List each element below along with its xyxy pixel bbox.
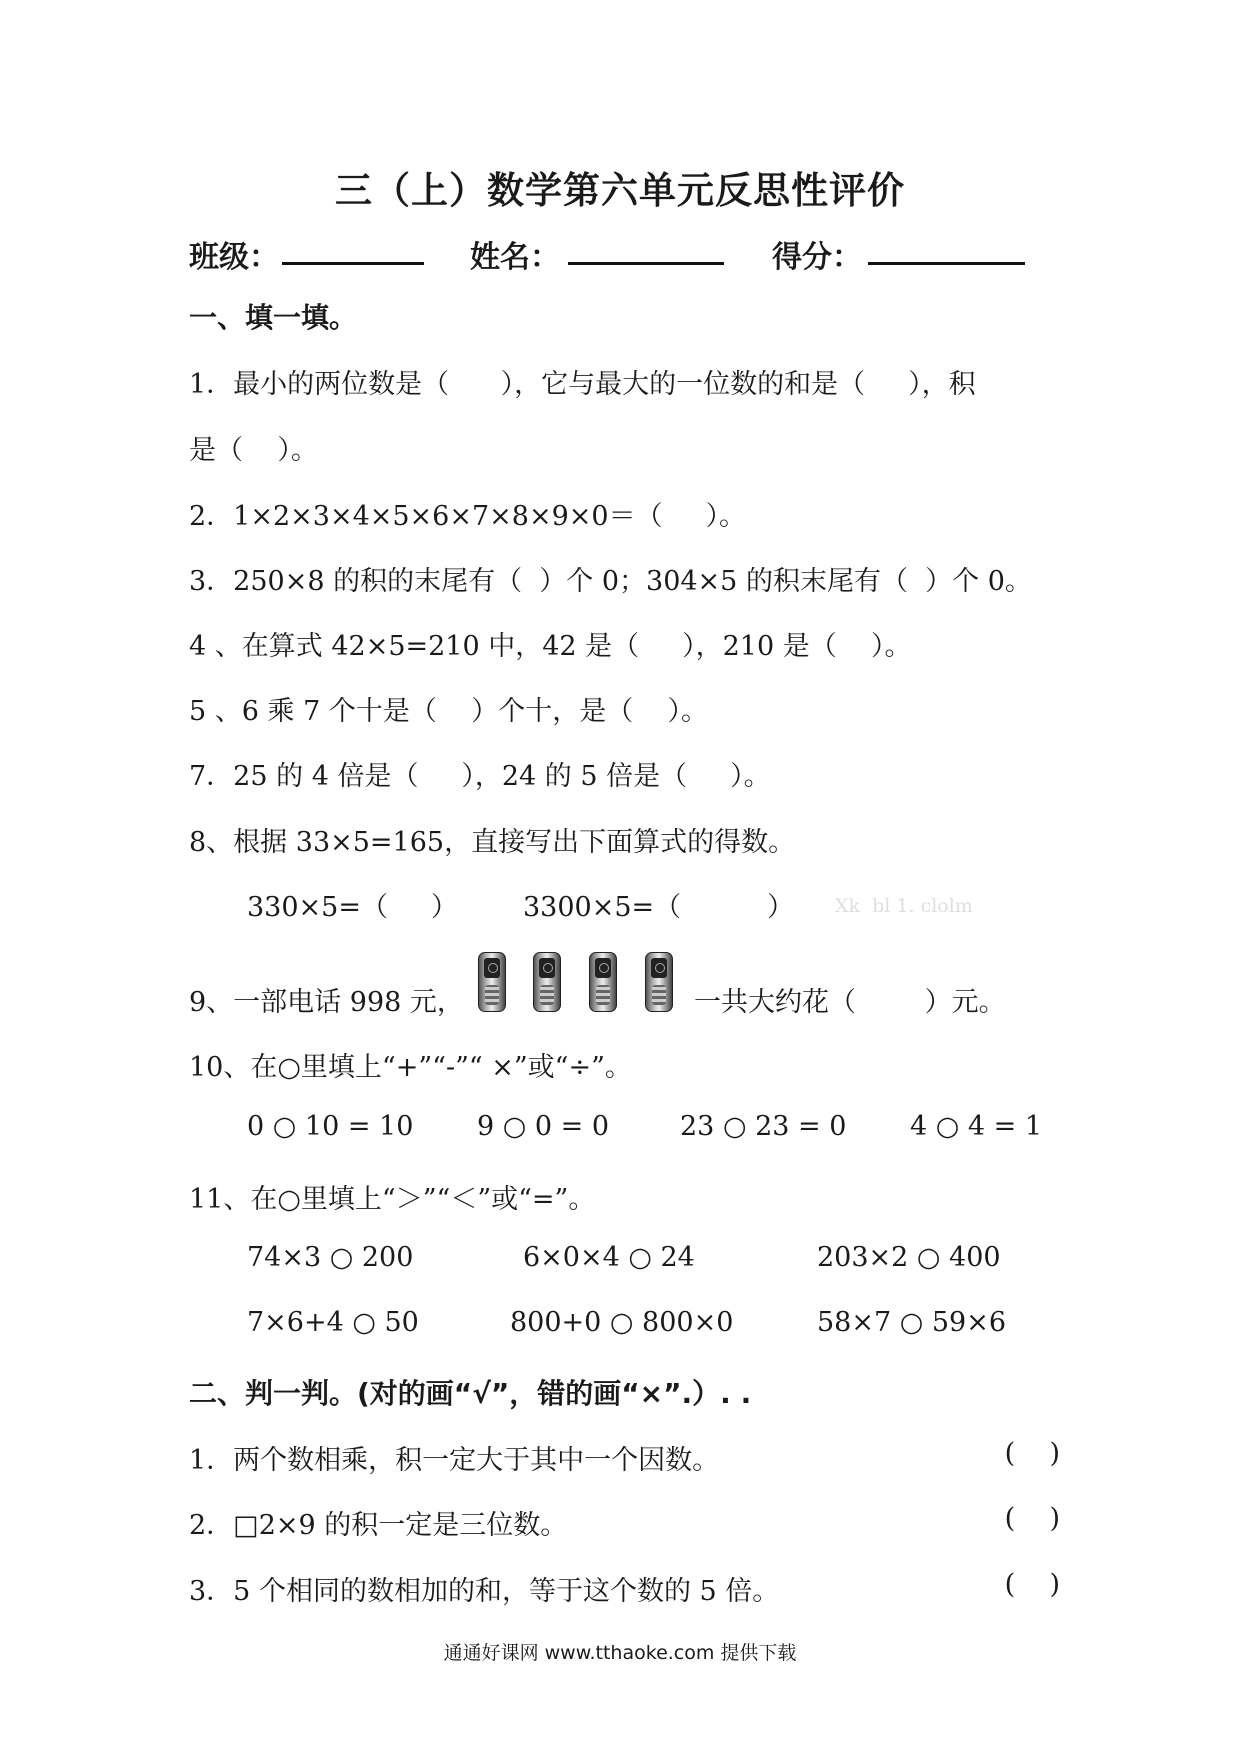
judge-item-2: 2．□2×9 的积一定是三位数。 — [189, 1510, 568, 1541]
question-11: 11、在○里填上“＞”“＜”或“=”。 — [189, 1184, 596, 1215]
q11-item-4: 7×6+4 ○ 50 — [247, 1307, 419, 1338]
q10-item-4: 4 ○ 4 = 1 — [910, 1111, 1043, 1142]
question-1a: 1．最小的两位数是（ ），它与最大的一位数的和是（ ），积 — [189, 369, 976, 400]
question-8: 8、根据 33×5=165，直接写出下面算式的得数。 — [189, 827, 796, 858]
name-label: 姓名： — [470, 240, 560, 275]
score-label: 得分： — [772, 240, 862, 275]
q10-item-1: 0 ○ 10 = 10 — [247, 1111, 414, 1142]
q8-item-1: 330×5=（ ） — [247, 892, 458, 923]
q11-item-6: 58×7 ○ 59×6 — [817, 1307, 1007, 1338]
q10-item-3: 23 ○ 23 = 0 — [680, 1111, 847, 1142]
question-9-right: 一共大约花（ ）元。 — [694, 987, 1006, 1018]
phone-icon — [533, 952, 561, 1012]
section1-heading: 一、填一填。 — [189, 301, 358, 334]
question-2: 2．1×2×3×4×5×6×7×8×9×0＝（ ）。 — [189, 501, 746, 532]
q11-item-2: 6×0×4 ○ 24 — [523, 1242, 695, 1273]
question-4: 4 、在算式 42×5=210 中，42 是（ ），210 是（ ）。 — [189, 631, 912, 662]
question-1b: 是（ ）。 — [189, 435, 318, 466]
q11-item-5: 800+0 ○ 800×0 — [510, 1307, 734, 1338]
judge-answer-3[interactable]: ( ) — [1004, 1569, 1060, 1600]
class-field[interactable] — [282, 262, 424, 265]
watermark-text: Xk bl 1. clolm — [835, 895, 973, 917]
class-label: 班级： — [189, 240, 279, 275]
phone-icon — [645, 952, 673, 1012]
section2-heading: 二、判一判。(对的画“√”，错的画“×”.）. . — [189, 1377, 752, 1410]
score-field[interactable] — [868, 262, 1025, 265]
q11-item-1: 74×3 ○ 200 — [247, 1242, 414, 1273]
footer-credit: 通通好课网 www.tthaoke.com 提供下载 — [443, 1642, 797, 1664]
page-title: 三（上）数学第六单元反思性评价 — [335, 169, 905, 212]
judge-item-3: 3．5 个相同的数相加的和，等于这个数的 5 倍。 — [189, 1576, 780, 1607]
question-3: 3．250×8 的积的末尾有（ ）个 0；304×5 的积末尾有（ ）个 0。 — [189, 566, 1032, 597]
question-10: 10、在○里填上“+”“-”“ ×”或“÷”。 — [189, 1052, 632, 1083]
name-field[interactable] — [568, 262, 724, 265]
judge-item-1: 1．两个数相乘，积一定大于其中一个因数。 — [189, 1445, 720, 1476]
q10-item-2: 9 ○ 0 = 0 — [477, 1111, 610, 1142]
q11-item-3: 203×2 ○ 400 — [817, 1242, 1001, 1273]
phone-icon — [589, 952, 617, 1012]
judge-answer-2[interactable]: ( ) — [1004, 1503, 1060, 1534]
question-9-left: 9、一部电话 998 元， — [189, 987, 464, 1018]
question-5: 5 、6 乘 7 个十是（ ）个十，是（ ）。 — [189, 696, 709, 727]
judge-answer-1[interactable]: ( ) — [1004, 1438, 1060, 1469]
question-7: 7．25 的 4 倍是（ ），24 的 5 倍是（ ）。 — [189, 761, 771, 792]
q8-item-2: 3300×5=（ ） — [523, 892, 794, 923]
phone-icon — [478, 952, 506, 1012]
